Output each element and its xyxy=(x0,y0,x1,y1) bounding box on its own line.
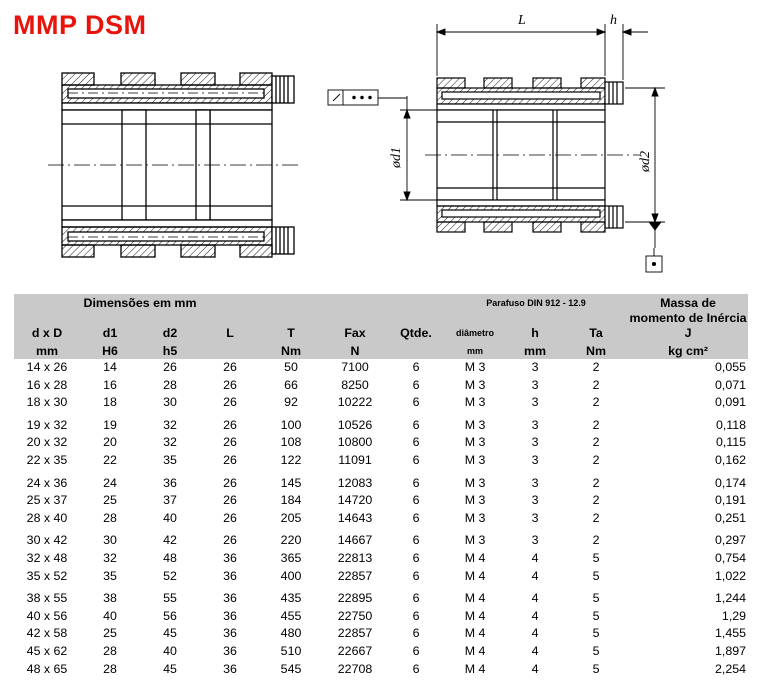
table-cell: 0,115 xyxy=(715,435,747,450)
table-cell: 2 xyxy=(592,533,600,548)
table-cell: 20 x 32 xyxy=(26,435,68,450)
table-cell: 37 xyxy=(163,493,177,508)
col-diam-header: diâmetro xyxy=(444,311,506,341)
table-cell: 22750 xyxy=(337,608,373,623)
table-cell: 22 x 35 xyxy=(26,452,68,467)
table-cell: 36 xyxy=(223,591,237,606)
table-cell: 30 xyxy=(103,533,117,548)
table-cell: 3 xyxy=(531,377,539,392)
table-cell: 32 xyxy=(103,550,117,565)
table-cell: 6 xyxy=(412,395,420,410)
table-row xyxy=(14,527,748,550)
table-cell: 22708 xyxy=(337,661,373,676)
table-cell: 0,251 xyxy=(715,510,747,525)
table-cell: M 4 xyxy=(464,608,486,623)
table-cell: M 3 xyxy=(464,475,486,490)
table-cell: 2 xyxy=(592,360,600,374)
table-cell: 0,162 xyxy=(715,452,747,467)
table-cell: 6 xyxy=(412,510,420,525)
table-cell: 2 xyxy=(592,395,600,410)
table-cell: 56 xyxy=(163,608,177,623)
table-cell: 6 xyxy=(412,661,420,676)
table-cell: 145 xyxy=(280,475,302,490)
table-cell: 36 xyxy=(223,608,237,623)
table-cell: 18 x 30 xyxy=(26,395,68,410)
table-cell: 8250 xyxy=(341,377,369,392)
table-cell: 40 xyxy=(163,510,177,525)
table-cell: 6 xyxy=(412,533,420,548)
table-cell: 6 xyxy=(412,626,420,641)
dim-h-label: h xyxy=(610,13,617,28)
table-cell: 22857 xyxy=(337,568,373,583)
table-cell: 38 x 55 xyxy=(26,591,68,606)
table-cell: 0,297 xyxy=(715,533,747,548)
table-cell: 184 xyxy=(280,493,302,508)
table-cell: 2,254 xyxy=(715,661,747,676)
col-dxd-header: d x D xyxy=(14,311,80,341)
table-cell: 510 xyxy=(280,643,302,658)
col-h-header: h xyxy=(506,311,564,341)
table-cell: M 4 xyxy=(464,568,486,583)
table-cell: 3 xyxy=(531,360,539,374)
table-row xyxy=(14,394,748,412)
right-section-view xyxy=(425,78,640,232)
table-cell: 435 xyxy=(280,591,302,606)
col-d2-tolerance: h5 xyxy=(140,341,200,359)
table-cell: 3 xyxy=(531,533,539,548)
table-cell: 100 xyxy=(280,417,302,432)
table-cell: 1,244 xyxy=(715,591,747,606)
table-cell: 24 x 36 xyxy=(26,475,68,490)
table-cell: 26 xyxy=(223,533,237,548)
table-cell: 40 xyxy=(103,608,117,623)
table-cell: 55 xyxy=(163,591,177,606)
table-cell: 45 xyxy=(163,661,177,676)
table-cell: M 3 xyxy=(464,510,486,525)
table-cell: 14667 xyxy=(337,533,373,548)
table-cell: 25 xyxy=(103,626,117,641)
table-cell: 2 xyxy=(592,377,600,392)
col-T-header: T xyxy=(260,311,322,341)
table-cell: 45 x 62 xyxy=(26,643,68,658)
table-cell: 10800 xyxy=(337,435,373,450)
table-row xyxy=(14,434,748,452)
table-cell: M 3 xyxy=(464,452,486,467)
table-cell: 28 xyxy=(163,377,177,392)
table-cell: M 3 xyxy=(464,360,486,374)
table-row xyxy=(14,412,748,435)
table-cell: 10222 xyxy=(337,395,373,410)
table-cell: M 3 xyxy=(464,377,486,392)
table-cell: 26 xyxy=(223,435,237,450)
table-body xyxy=(14,359,748,678)
table-cell: 26 xyxy=(223,360,237,374)
table-cell: 14 xyxy=(103,360,117,374)
table-row xyxy=(14,625,748,643)
table-cell: M 3 xyxy=(464,533,486,548)
table-cell: 0,174 xyxy=(715,475,747,490)
table-cell: 205 xyxy=(280,510,302,525)
table-cell: 1,897 xyxy=(715,643,747,658)
col-dxd-unit: mm xyxy=(14,341,80,359)
table-row xyxy=(14,510,748,528)
table-cell: 36 xyxy=(223,550,237,565)
table-cell: 4 xyxy=(531,661,539,676)
table-cell: 122 xyxy=(280,452,302,467)
table-cell: M 4 xyxy=(464,550,486,565)
table-cell: 16 xyxy=(103,377,117,392)
table-cell: 6 xyxy=(412,591,420,606)
table-cell: M 4 xyxy=(464,591,486,606)
table-cell: 5 xyxy=(592,568,600,583)
table-row xyxy=(14,585,748,608)
col-Ta-header: Ta xyxy=(564,311,628,341)
table-cell: 0,191 xyxy=(715,493,747,508)
table-cell: 455 xyxy=(280,608,302,623)
table-cell: 18 xyxy=(103,395,117,410)
table-cell: 42 x 58 xyxy=(26,626,68,641)
col-h-unit: mm xyxy=(506,341,564,359)
table-cell: 2 xyxy=(592,493,600,508)
table-cell: 0,118 xyxy=(715,417,747,432)
table-cell: 6 xyxy=(412,417,420,432)
table-cell: 22 xyxy=(103,452,117,467)
table-cell: 12083 xyxy=(337,475,373,490)
table-cell: 5 xyxy=(592,608,600,623)
table-cell: 48 x 65 xyxy=(26,661,68,676)
table-cell: 3 xyxy=(531,475,539,490)
table-cell: 2 xyxy=(592,435,600,450)
col-d1-header: d1 xyxy=(80,311,140,341)
table-row xyxy=(14,643,748,661)
table-cell: 36 xyxy=(223,568,237,583)
technical-drawing xyxy=(0,0,760,290)
table-cell: 40 xyxy=(163,643,177,658)
table-cell: M 4 xyxy=(464,661,486,676)
table-cell: 22813 xyxy=(337,550,373,565)
table-cell: M 3 xyxy=(464,435,486,450)
col-d2-header: d2 xyxy=(140,311,200,341)
table-cell: 6 xyxy=(412,550,420,565)
col-diam-unit: mm xyxy=(444,341,506,359)
mass-header-line1: Massa de xyxy=(628,294,748,311)
specifications-table xyxy=(14,294,748,678)
table-cell: 28 xyxy=(103,661,117,676)
table-cell: 66 xyxy=(284,377,298,392)
table-cell: 6 xyxy=(412,493,420,508)
table-cell: 6 xyxy=(412,377,420,392)
table-cell: 400 xyxy=(280,568,302,583)
table-row xyxy=(14,359,748,377)
table-cell: 3 xyxy=(531,510,539,525)
table-row xyxy=(14,550,748,568)
table-cell: 22667 xyxy=(337,643,373,658)
table-cell: M 3 xyxy=(464,395,486,410)
table-cell: 40 x 56 xyxy=(26,608,68,623)
table-cell: 52 xyxy=(163,568,177,583)
table-cell: 4 xyxy=(531,568,539,583)
table-cell: 32 xyxy=(163,435,177,450)
table-cell: 22857 xyxy=(337,626,373,641)
table-cell: 108 xyxy=(280,435,302,450)
table-cell: 26 xyxy=(223,377,237,392)
table-cell: 14 x 26 xyxy=(26,360,68,374)
col-Fax-unit: N xyxy=(322,341,388,359)
table-cell: M 4 xyxy=(464,643,486,658)
table-cell: 48 xyxy=(163,550,177,565)
table-cell: 16 x 28 xyxy=(26,377,68,392)
table-cell: M 3 xyxy=(464,493,486,508)
table-row xyxy=(14,608,748,626)
table-cell: 30 xyxy=(163,395,177,410)
table-cell: 26 xyxy=(223,493,237,508)
table-cell: 42 xyxy=(163,533,177,548)
table-cell: 36 xyxy=(223,643,237,658)
table-cell: 0,055 xyxy=(715,360,747,374)
table-cell: 0,091 xyxy=(715,395,747,410)
table-cell: 35 xyxy=(163,452,177,467)
table-cell: 4 xyxy=(531,643,539,658)
table-cell: 4 xyxy=(531,626,539,641)
left-section-view xyxy=(48,73,300,257)
table-cell: 19 xyxy=(103,417,117,432)
mass-unit: kg cm² xyxy=(628,341,748,359)
table-cell: 22895 xyxy=(337,591,373,606)
col-L-header: L xyxy=(200,311,260,341)
table-cell: 5 xyxy=(592,643,600,658)
table-cell: 10526 xyxy=(337,417,373,432)
table-row xyxy=(14,568,748,586)
table-cell: 4 xyxy=(531,591,539,606)
table-cell: 5 xyxy=(592,591,600,606)
table-cell: 26 xyxy=(223,452,237,467)
table-cell: 480 xyxy=(280,626,302,641)
table-cell: 26 xyxy=(223,395,237,410)
table-row xyxy=(14,377,748,395)
table-cell: 6 xyxy=(412,475,420,490)
table-cell: 6 xyxy=(412,435,420,450)
table-cell: 30 x 42 xyxy=(26,533,68,548)
screw-group-header: Parafuso DIN 912 - 12.9 xyxy=(444,294,628,311)
table-cell: 5 xyxy=(592,626,600,641)
page-title: MMP DSM xyxy=(13,10,147,40)
table-cell: 32 x 48 xyxy=(26,550,68,565)
table-cell: 36 xyxy=(163,475,177,490)
table-cell: 4 xyxy=(531,550,539,565)
table-cell: 35 x 52 xyxy=(26,568,68,583)
table-cell: 2 xyxy=(592,452,600,467)
table-cell: 14720 xyxy=(337,493,373,508)
table-cell: 3 xyxy=(531,417,539,432)
table-row xyxy=(14,492,748,510)
table-cell: 28 x 40 xyxy=(26,510,68,525)
table-cell: 26 xyxy=(163,360,177,374)
mass-header-line2: momento de Inércia J xyxy=(629,311,747,340)
table-cell: 6 xyxy=(412,643,420,658)
col-d1-tolerance: H6 xyxy=(80,341,140,359)
table-cell: 28 xyxy=(103,643,117,658)
table-cell: 14643 xyxy=(337,510,373,525)
table-cell: 36 xyxy=(223,626,237,641)
table-cell: 6 xyxy=(412,568,420,583)
table-row xyxy=(14,470,748,493)
table-cell: 3 xyxy=(531,452,539,467)
table-cell: 25 x 37 xyxy=(26,493,68,508)
table-cell: 25 xyxy=(103,493,117,508)
dim-L-label: L xyxy=(518,13,526,28)
table-cell: 7100 xyxy=(341,360,369,374)
table-cell: 1,022 xyxy=(715,568,747,583)
table-cell: 28 xyxy=(103,510,117,525)
table-cell: 26 xyxy=(223,417,237,432)
table-cell: 3 xyxy=(531,435,539,450)
table-cell: 92 xyxy=(284,395,298,410)
table-cell: 220 xyxy=(280,533,302,548)
col-Ta-unit: Nm xyxy=(564,341,628,359)
table-cell: 2 xyxy=(592,510,600,525)
dim-d2-label: ød2 xyxy=(638,151,653,172)
dimensions-group-header: Dimensões em mm xyxy=(80,294,200,311)
table-cell: 1,29 xyxy=(721,608,747,623)
table-cell: 2 xyxy=(592,475,600,490)
table-cell: 45 xyxy=(163,626,177,641)
table-cell: 6 xyxy=(412,452,420,467)
table-cell: 50 xyxy=(284,360,298,374)
table-cell: 3 xyxy=(531,395,539,410)
table-cell: 36 xyxy=(223,661,237,676)
col-T-unit: Nm xyxy=(260,341,322,359)
table-cell: 4 xyxy=(531,608,539,623)
table-cell: 2 xyxy=(592,417,600,432)
table-cell: 6 xyxy=(412,360,420,374)
table-cell: 38 xyxy=(103,591,117,606)
col-Fax-header: Fax xyxy=(322,311,388,341)
table-cell: 545 xyxy=(280,661,302,676)
table-cell: 365 xyxy=(280,550,302,565)
table-cell: 5 xyxy=(592,661,600,676)
dim-d1-label: ød1 xyxy=(389,147,404,168)
table-cell: 26 xyxy=(223,510,237,525)
table-cell: 20 xyxy=(103,435,117,450)
table-cell: 11091 xyxy=(338,452,372,467)
table-cell: 0,754 xyxy=(715,550,747,565)
col-qtde-header: Qtde. xyxy=(388,311,444,341)
table-cell: 32 xyxy=(163,417,177,432)
table-row xyxy=(14,452,748,470)
table-cell: 24 xyxy=(103,475,117,490)
table-cell: M 4 xyxy=(464,626,486,641)
table-cell: 6 xyxy=(412,608,420,623)
table-cell: 1,455 xyxy=(715,626,747,641)
table-cell: 35 xyxy=(103,568,117,583)
table-cell: 3 xyxy=(531,493,539,508)
table-cell: 5 xyxy=(592,550,600,565)
table-cell: 19 x 32 xyxy=(26,417,68,432)
table-cell: 26 xyxy=(223,475,237,490)
table-row xyxy=(14,661,748,679)
table-cell: M 3 xyxy=(464,417,486,432)
table-cell: 0,071 xyxy=(715,377,747,392)
